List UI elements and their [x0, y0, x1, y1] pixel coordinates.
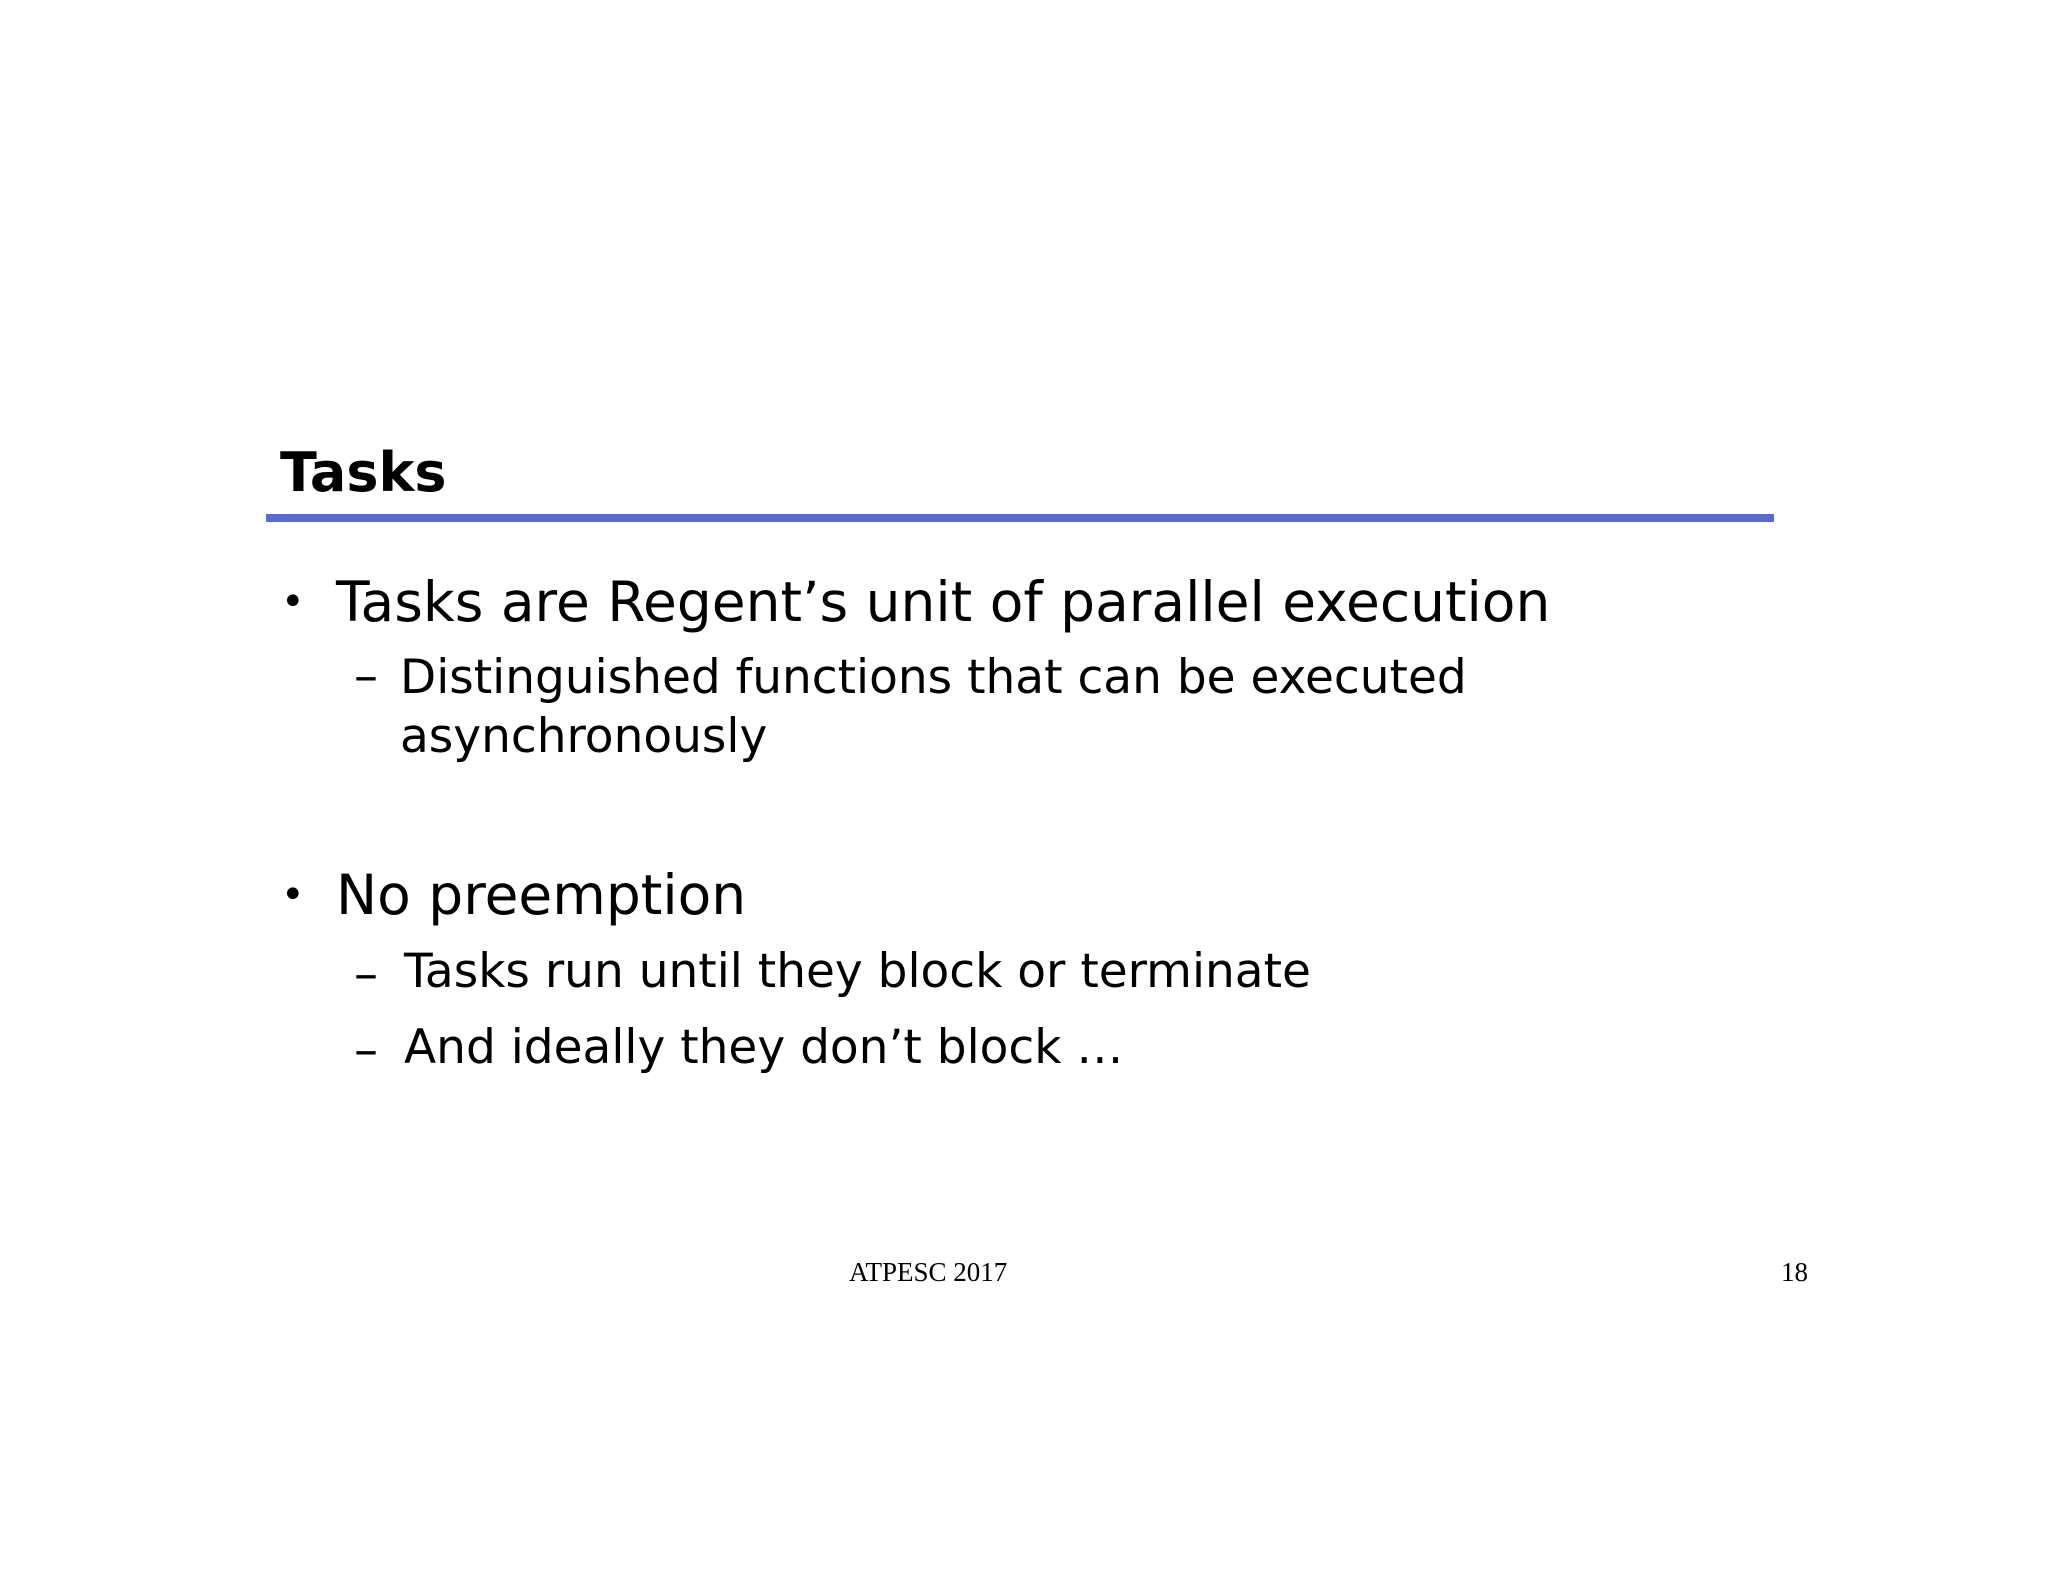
sub-bullet-marker: – [354, 648, 378, 704]
sub-bullet-marker: – [354, 946, 378, 1002]
bullet-marker: • [281, 872, 305, 918]
sub-bullet-text: And ideally they don’t block … [404, 1020, 1124, 1075]
sub-bullet-marker: – [354, 1022, 378, 1078]
bullet-marker: • [281, 579, 305, 625]
bullet-text: No preemption [336, 863, 747, 927]
sub-bullet-text: Tasks run until they block or terminate [404, 944, 1311, 999]
footer-event-label: ATPESC 2017 [849, 1257, 1008, 1287]
page-number: 18 [1781, 1257, 1808, 1287]
bullet-text: Tasks are Regent’s unit of parallel execution [336, 570, 1551, 634]
slide-title: Tasks [280, 441, 447, 504]
sub-bullet-text: Distinguished functions that can be executed asynchronously [400, 650, 1467, 764]
